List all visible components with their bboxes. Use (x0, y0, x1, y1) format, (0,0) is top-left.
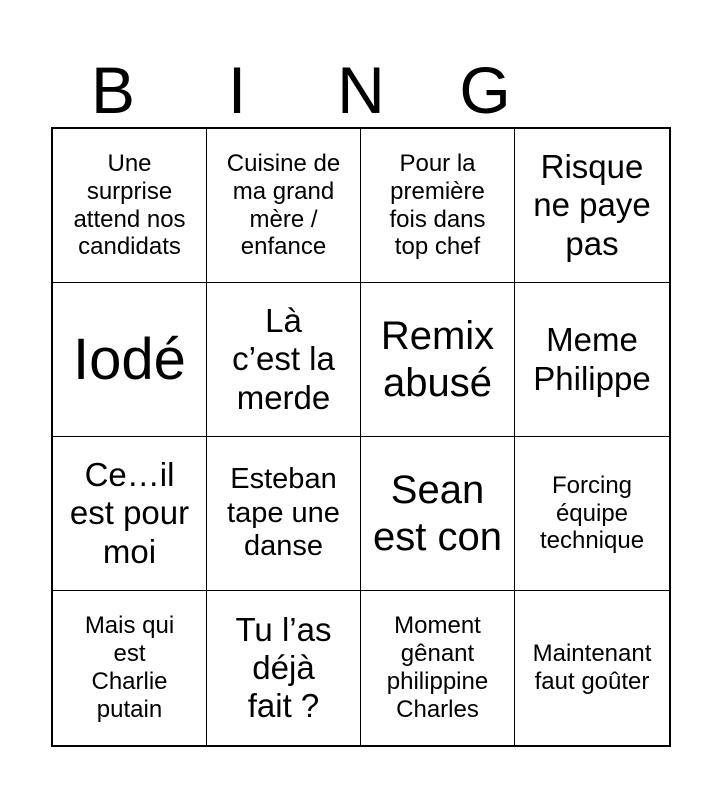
bingo-cell-text: Pour la première fois dans top chef (389, 149, 486, 261)
bingo-cell-text: Maintenant faut goûter (532, 640, 652, 695)
bingo-cell-text: Risque ne paye pas (533, 148, 651, 262)
bingo-cell[interactable] (515, 437, 669, 591)
bingo-cell[interactable] (207, 437, 361, 591)
bingo-cell-text: Moment gênant philippine Charles (386, 612, 489, 723)
bingo-cell[interactable] (207, 283, 361, 437)
bingo-cell-text: Iodé (73, 326, 186, 392)
bingo-cell[interactable] (207, 129, 361, 283)
bingo-cell-text: Cuisine de ma grand mère / enfance (226, 149, 341, 261)
bingo-cell-text: Forcing équipe technique (539, 471, 645, 555)
bingo-cell-text: Remix abusé (380, 314, 495, 405)
bingo-cell[interactable] (361, 283, 515, 437)
bingo-cell-text: Meme Philippe (533, 321, 651, 397)
title-letter-n: N (337, 53, 385, 127)
bingo-cell-text: Esteban tape une danse (227, 463, 340, 563)
bingo-cell-text: Tu l’as déjà fait ? (235, 610, 332, 725)
bingo-cell[interactable] (207, 591, 361, 745)
bingo-cell-text: Mais qui est Charlie putain (84, 612, 175, 723)
bingo-cell[interactable] (53, 437, 207, 591)
bingo-cell[interactable] (515, 591, 669, 745)
bingo-cell-text: Ce…il est pour moi (69, 456, 190, 570)
title-letter-i: I (227, 53, 247, 127)
bingo-cell[interactable] (53, 129, 207, 283)
bingo-cell-text: Là c’est la merde (232, 302, 335, 416)
bingo-cell-text: Sean est con (373, 468, 502, 559)
bingo-cell[interactable] (515, 129, 669, 283)
title-letter-b: B (90, 53, 136, 127)
bingo-cell[interactable] (53, 591, 207, 745)
bingo-cell[interactable] (515, 283, 669, 437)
title-letter-g: G (459, 53, 511, 127)
bingo-cell-text: Une surprise attend nos candidats (73, 149, 186, 261)
bingo-cell[interactable] (361, 437, 515, 591)
bingo-cell[interactable] (361, 591, 515, 745)
bingo-board (51, 127, 671, 747)
bingo-cell[interactable] (53, 283, 207, 437)
bingo-title (51, 52, 671, 128)
bingo-cell[interactable] (361, 129, 515, 283)
